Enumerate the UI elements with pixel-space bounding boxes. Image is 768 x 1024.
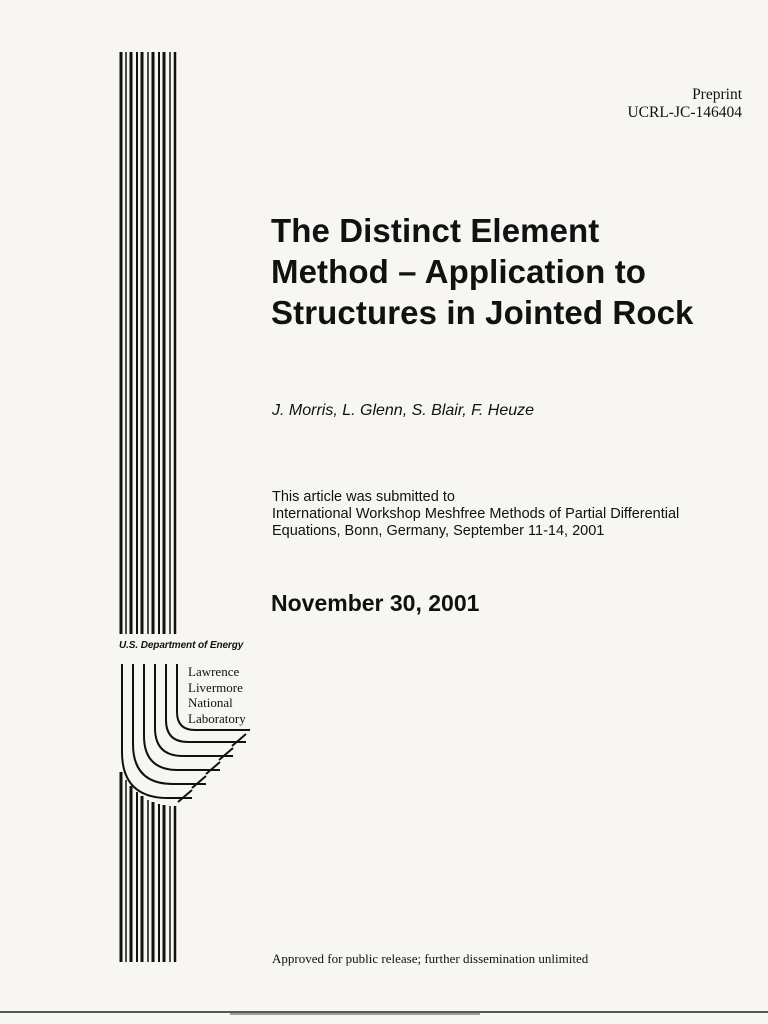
lab-name-line: Lawrence bbox=[188, 664, 240, 679]
report-number: UCRL-JC-146404 bbox=[627, 104, 742, 121]
author-list: J. Morris, L. Glenn, S. Blair, F. Heuze bbox=[272, 402, 535, 419]
bottom-rule bbox=[0, 1000, 768, 1024]
title-line: Method – Application to bbox=[271, 253, 647, 290]
lab-name-line: Laboratory bbox=[188, 710, 246, 726]
document-title bbox=[271, 210, 751, 333]
release-note: Approved for public release; further dissemination unlimited bbox=[272, 951, 589, 966]
title-line: The Distinct Element bbox=[271, 212, 600, 249]
lab-name-line: Livermore bbox=[188, 679, 243, 695]
department-label: U.S. Department of Energy bbox=[119, 640, 244, 651]
publication-date: November 30, 2001 bbox=[271, 590, 480, 616]
lab-name bbox=[188, 664, 246, 726]
submission-line: International Workshop Meshfree Methods of Partial Differential bbox=[272, 506, 680, 522]
submission-line: Equations, Bonn, Germany, September 11-14, 2001 bbox=[272, 523, 605, 539]
submission-note bbox=[272, 489, 742, 540]
submission-line: This article was submitted to bbox=[272, 489, 455, 505]
preprint-label: Preprint bbox=[692, 86, 742, 103]
preprint-block bbox=[627, 86, 742, 122]
title-line: Structures in Jointed Rock bbox=[271, 294, 694, 331]
lab-name-line: National bbox=[188, 695, 233, 710]
